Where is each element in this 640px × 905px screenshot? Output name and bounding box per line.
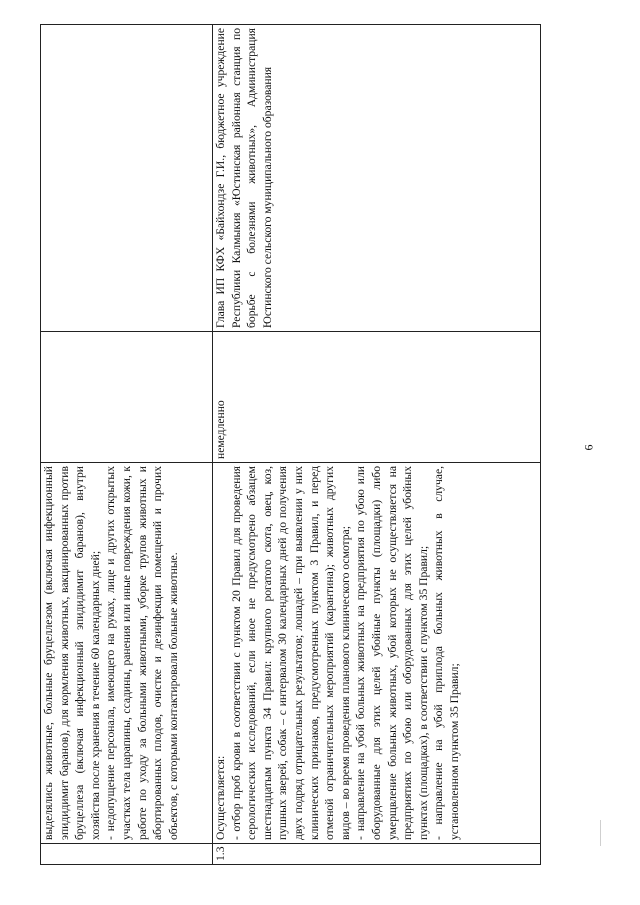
table-row xyxy=(41,25,213,865)
measure-paragraph: - недопущение персонала, имеющего на руках, лице и других открытых участках тела царапины, ссадины, ранения или иные повреждения кожи, к работе по уходу за больными животными, уборке трупов животных и абортированных плодов, очистке и дезинфекции помещений и прочих объектов, с которыми контактировали больные животные. xyxy=(104,466,180,840)
measure-paragraph: Осуществляется: xyxy=(214,755,227,840)
measure-paragraph: - направление на убой больных животных на предприятия по убою или оборудованные для этих целей убойные пункты (площадки) либо умерщвление больных животных, убой которых не осуществляется на предприятиях по убою или оборудованных для этих целей убойных пунктах (площадках), в соответствии с пунктом 35 Правил; xyxy=(354,466,430,840)
measures-cell xyxy=(41,463,213,844)
responsible-cell: Глава ИП КФХ «Байхондзе Г.И., бюджетное учреждение Республики Калмыкия «Юстинская районная станция по борьбе с болезнями животных», Администрация Юстинского сельского муниципального образования xyxy=(213,25,541,332)
row-number-cell: 1.3 xyxy=(213,844,541,865)
period-cell: немедленно xyxy=(213,332,541,463)
measures-table xyxy=(40,24,541,865)
table-row xyxy=(213,25,541,865)
row-number-cell xyxy=(41,844,213,865)
measure-paragraph: - отбор проб крови в соответствии с пунктом 20 Правил для проведения серологических исследований, если иное не предусмотрено абзацем шестнадцатым пункта 34 Правил: крупного рогатого скота, овец, коз, пушных зверей, собак – с интервалом 30 календарных дней до получения двух подряд отрицательных результатов; лошадей – при выявлении у них клинических признаков, предусмотренных пунктом 3 Правил, и перед отменой ограничительных мероприятий (карантина); животных других видов – во время проведения планового клинического осмотра; xyxy=(229,466,352,840)
period-cell xyxy=(41,332,213,463)
measure-paragraph: выделялись животные, больные бруцеллезом (включая инфекционный эпидидимит баранов), для кормления животных, вакцинированных против бруцеллеза (включая инфекционный эпидидимит баранов), внутри хозяйства после хранения в течение 60 календарных дней; xyxy=(42,466,102,840)
measures-cell xyxy=(213,463,541,844)
page-number: 6 xyxy=(581,444,596,451)
margin-mark xyxy=(600,820,601,846)
rotated-table-container xyxy=(40,28,600,865)
measure-paragraph: - направление на убой приплода больных животных в случае, установленном пунктом 35 Правил; xyxy=(432,466,461,840)
responsible-cell xyxy=(41,25,213,332)
